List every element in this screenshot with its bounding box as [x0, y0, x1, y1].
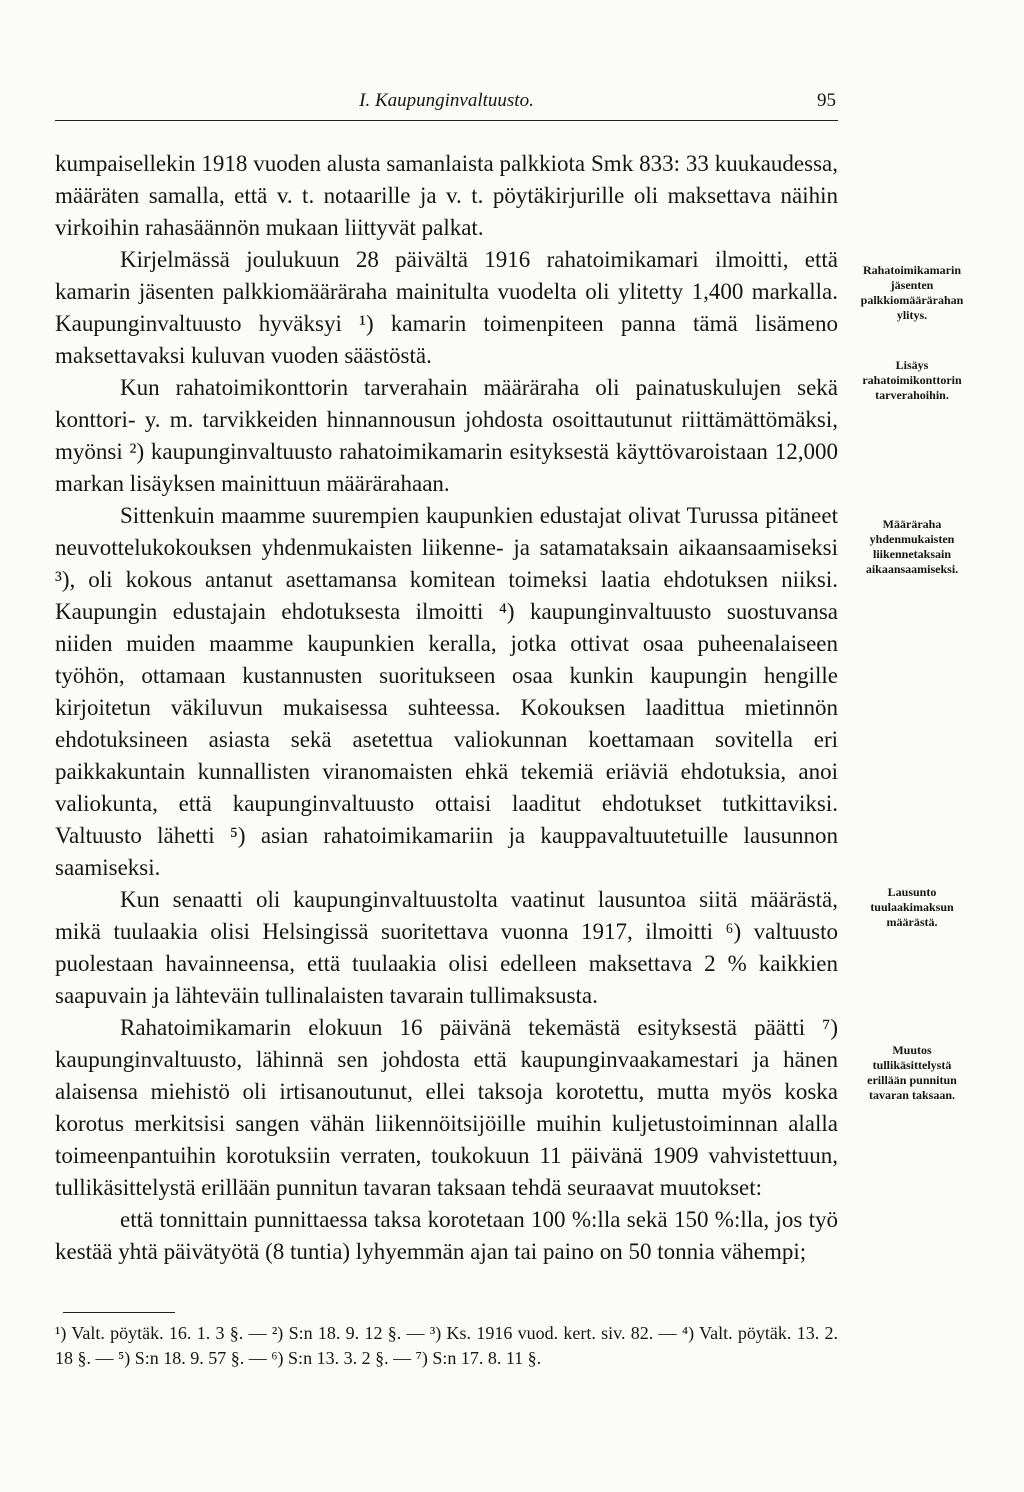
paragraph-1: kumpaisellekin 1918 vuoden alusta samanlaista palkkiota Smk 833: 33 kuukaudessa, määräten samalla, että v. t. notaarille ja v. t. pöytäkirjurille oli maksettava näihin virkoihin rahasäännön mukaan liittyvät palkat. — [55, 151, 838, 240]
page-header — [55, 88, 838, 121]
running-title: I. Kaupunginvaltuusto. — [359, 90, 534, 111]
margin-note-3: Määräraha yhdenmukaisten liikennetaksain aikaansaamiseksi. — [865, 517, 959, 576]
margin-note-4: Lausunto tuulaakimaksun määrästä. — [870, 885, 954, 929]
margin-note-1: Rahatoimikamarin jäsenten palkkiomäärärahan ylitys. — [860, 263, 964, 322]
paragraph-3: Kun rahatoimikonttorin tarverahain määräraha oli painatuskulujen sekä konttori- y. m. tarvikkeiden hinnannousun johdosta osoittautunut riittämättömäksi, myönsi ²) kaupunginvaltuusto rahatoimikamarin esityksestä käyttövaroistaan 12,000 markan lisäyksen mainittuun määrärahaan. — [55, 375, 838, 496]
paragraph-6: Rahatoimikamarin elokuun 16 päivänä tekemästä esityksestä päätti ⁷) kaupunginvaltuusto, lähinnä sen johdosta että kaupunginvaakamestari ja hänen alaisensa miehistö oli irtisanoutunut, ellei taksoja korotettu, mutta myös koska korotus merkitsisi sangen vähän liikennöitsijöille muihin kuljetustoiminnan alalla toimeenpantuihin korotuksiin verraten, toukokuun 11 päivänä 1909 vahvistettuun, tullikäsittelystä erillään punnitun tavaran taksaan tehdä seuraavat muutokset: — [55, 1015, 838, 1200]
margin-note-5: Muutos tullikäsittelystä erillään punnitun tavaran taksaan. — [867, 1043, 957, 1102]
paragraph-4: Sittenkuin maamme suurempien kaupunkien edustajat olivat Turussa pitäneet neuvottelukokouksen yhdenmukaisten liikenne- ja satamataksain aikaansaamiseksi ³), oli kokous antanut asettamansa komitean toimeksi laatia ehdotuksen niiksi. Kaupungin edustajain ehdotuksesta ilmoitti ⁴) kaupunginvaltuusto suostuvansa niiden muiden maamme kaupunkien keralla, jotka ottivat osaa puheenalaiseen työhön, ottamaan kustannusten suoritukseen osaa kunkin kaupungin hengille kirjoitetun väkiluvun mukaisessa suhteessa. Kokouksen laadittua mietinnön ehdotuksineen asiasta sekä asetettua valiokunnan koettamaan sovitella eri paikkakuntain kunnallisten viranomaisten ehkä tekemiä eriäviä ehdotuksia, anoi valiokunta, että kaupunginvaltuusto ottaisi laaditut ehdotukset tutkittaviksi. Valtuusto lähetti ⁵) asian rahatoimikamariin ja kauppavaltuutetuille lausunnon saamiseksi. — [55, 503, 838, 880]
margin-note-2: Lisäys rahatoimikonttorin tarverahoihin. — [862, 358, 962, 402]
paragraph-7: että tonnittain punnittaessa taksa korotetaan 100 %:lla sekä 150 %:lla, jos työ kestää yhtä päivätyötä (8 tuntia) lyhyemmän ajan tai paino on 50 tonnia vähempi; — [55, 1207, 838, 1264]
page-number: 95 — [817, 90, 836, 111]
main-text — [55, 148, 838, 1268]
paragraph-2: Kirjelmässä joulukuun 28 päivältä 1916 rahatoimikamari ilmoitti, että kamarin jäsenten palkkiomääräraha mainitulta vuodelta oli ylitetty 1,400 markalla. Kaupunginvaltuusto hyväksyi ¹) kamarin toimenpiteen panna tämä lisämeno maksettavaksi kuluvan vuoden säästöstä. — [55, 247, 838, 368]
footnotes: ¹) Valt. pöytäk. 16. 1. 3 §. — ²) S:n 18. 9. 12 §. — ³) Ks. 1916 vuod. kert. siv. 82. — ⁴) Valt. pöytäk. 13. 2. 18 §. — ⁵) S:n 18. 9. 57 §. — ⁶) S:n 13. 3. 2 §. — ⁷) S:n 17. 8. 11 §. — [55, 1321, 838, 1371]
paragraph-5: Kun senaatti oli kaupunginvaltuustolta vaatinut lausuntoa siitä määrästä, mikä tuulaakia olisi Helsingissä suoritettava vuonna 1917, ilmoitti ⁶) valtuusto puolestaan havainneensa, että tuulaakia olisi edelleen maksettava 2 % kaikkien saapuvain ja lähteväin tullinalaisten tavarain tullimaksusta. — [55, 887, 838, 1008]
